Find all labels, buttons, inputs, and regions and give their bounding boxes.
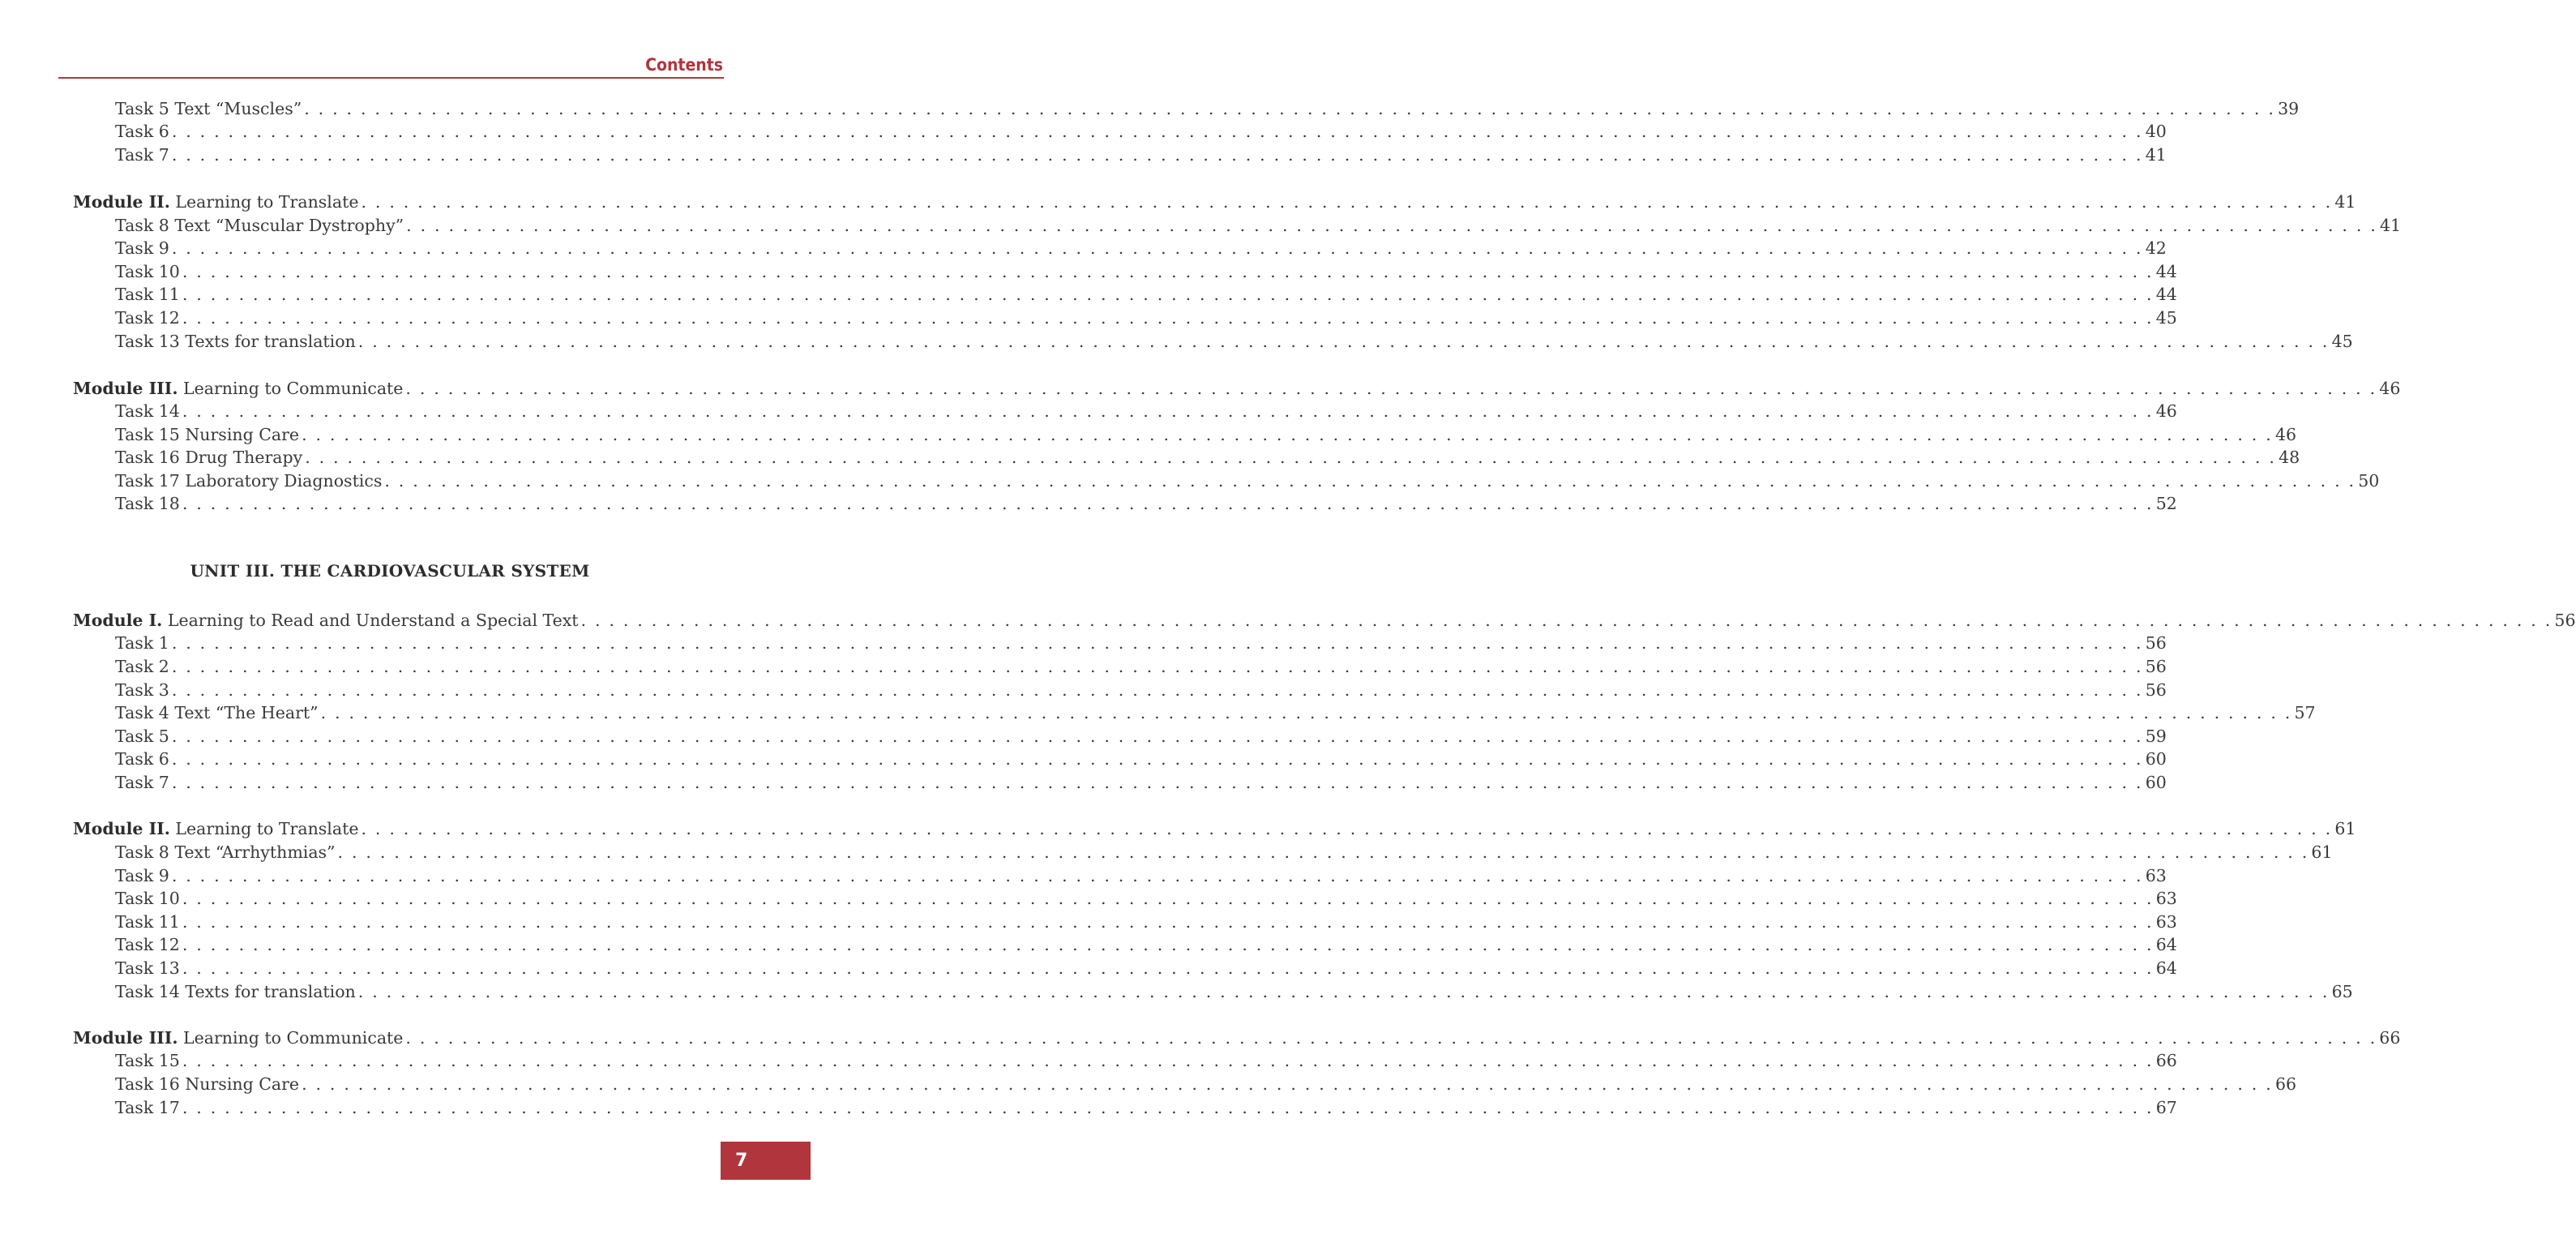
module-number: Module II. — [73, 192, 170, 212]
toc-entry-page: 67 — [2155, 1098, 2177, 1117]
toc-entry-page: 46 — [2155, 401, 2177, 421]
dot-leader: . . . . . . . . . . . . . . . . . . . . . . . . . . . . . . . . . . . . . . . . . . . . . . . . . . . . . . . . . . . . . . . . . . . . . . . . . . . . . . . . . . . . . . . . . . . . . . . . . . . . . . . . . . . . . . . . . . . . . . . . . . . . . . . . . . . . . . . . . . . . — [361, 192, 2333, 212]
toc-entry-label: Task 13 — [115, 958, 180, 978]
toc-module-entry — [73, 817, 2356, 840]
toc-task-entry — [115, 144, 2167, 166]
toc-module-entry — [73, 609, 2576, 632]
toc-entry-page: 52 — [2155, 494, 2177, 513]
toc-entry-label: Task 16 Nursing Care — [115, 1074, 300, 1094]
dot-leader: . . . . . . . . . . . . . . . . . . . . . . . . . . . . . . . . . . . . . . . . . . . . . . . . . . . . . . . . . . . . . . . . . . . . . . . . . . . . . . . . . . . . . . . . . . . . . . . . . . . . . . . . . . . . . . . . . . . . . . . . . . . . . . . . . . . . . . . . . . . . — [171, 727, 2143, 746]
toc-task-entry — [115, 1096, 2177, 1119]
toc-task-entry — [115, 701, 2316, 724]
toc-entry-label: Task 7 — [115, 145, 169, 165]
toc-entry-label: Task 4 Text “The Heart” — [115, 703, 319, 722]
toc-entry-page: 56 — [2554, 611, 2576, 630]
toc-entry-label: Task 14 — [115, 401, 180, 421]
toc-entry-page: 64 — [2155, 935, 2177, 954]
toc-entry-label: Task 11 — [115, 285, 180, 304]
toc-task-entry — [115, 655, 2167, 678]
toc-task-entry — [115, 423, 2297, 446]
toc-entry-page: 50 — [2358, 471, 2380, 491]
toc-entry-page: 66 — [2379, 1028, 2401, 1048]
dot-leader: . . . . . . . . . . . . . . . . . . . . . . . . . . . . . . . . . . . . . . . . . . . . . . . . . . . . . . . . . . . . . . . . . . . . . . . . . . . . . . . . . . . . . . . . . . . . . . . . . . . . . . . . . . . . . . . . . . . . . . . . . . . . . . . . . . . . . . . . . . . . — [357, 332, 2330, 351]
toc-entry-page: 40 — [2145, 122, 2167, 141]
module-number: Module III. — [73, 1028, 178, 1048]
toc-entry-label: Task 2 — [115, 657, 169, 676]
dot-leader: . . . . . . . . . . . . . . . . . . . . . . . . . . . . . . . . . . . . . . . . . . . . . . . . . . . . . . . . . . . . . . . . . . . . . . . . . . . . . . . . . . . . . . . . . . . . . . . . . . . . . . . . . . . . . . . . . . . . . . . . . . . . . . . . . . . . . . . . . . . . — [182, 958, 2154, 978]
toc-entry-label: Task 7 — [115, 773, 169, 792]
toc-task-entry — [115, 1073, 2297, 1095]
dot-leader: . . . . . . . . . . . . . . . . . . . . . . . . . . . . . . . . . . . . . . . . . . . . . . . . . . . . . . . . . . . . . . . . . . . . . . . . . . . . . . . . . . . . . . . . . . . . . . . . . . . . . . . . . . . . . . . . . . . . . . . . . . . . . . . . . . . . . . . . . . . . — [171, 657, 2143, 676]
toc-entry-page: 41 — [2334, 192, 2356, 212]
toc-entry-label: Task 8 Text “Arrhythmias” — [115, 842, 336, 862]
toc-entry-page: 46 — [2274, 425, 2297, 444]
toc-task-entry — [115, 283, 2177, 306]
toc-task-entry — [115, 748, 2167, 770]
dot-leader: . . . . . . . . . . . . . . . . . . . . . . . . . . . . . . . . . . . . . . . . . . . . . . . . . . . . . . . . . . . . . . . . . . . . . . . . . . . . . . . . . . . . . . . . . . . . . . . . . . . . . . . . . . . . . . . . . . . . . . . . . . . . . . . . . . . . . . . . . . . . — [182, 262, 2154, 281]
dot-leader: . . . . . . . . . . . . . . . . . . . . . . . . . . . . . . . . . . . . . . . . . . . . . . . . . . . . . . . . . . . . . . . . . . . . . . . . . . . . . . . . . . . . . . . . . . . . . . . . . . . . . . . . . . . . . . . . . . . . . . . . . . . . . . . . . . . . . . . . . . . . — [384, 471, 2356, 491]
toc-module-entry — [73, 1027, 2401, 1049]
dot-leader: . . . . . . . . . . . . . . . . . . . . . . . . . . . . . . . . . . . . . . . . . . . . . . . . . . . . . . . . . . . . . . . . . . . . . . . . . . . . . . . . . . . . . . . . . . . . . . . . . . . . . . . . . . . . . . . . . . . . . . . . . . . . . . . . . . . . . . . . . . . . — [182, 308, 2154, 328]
toc-entry-label: Task 15 — [115, 1051, 180, 1070]
toc-task-entry — [115, 214, 2402, 237]
dot-leader: . . . . . . . . . . . . . . . . . . . . . . . . . . . . . . . . . . . . . . . . . . . . . . . . . . . . . . . . . . . . . . . . . . . . . . . . . . . . . . . . . . . . . . . . . . . . . . . . . . . . . . . . . . . . . . . . . . . . . . . . . . . . . . . . . . . . . . . . . . . . — [302, 425, 2273, 444]
toc-entry-label: Learning to Communicate — [183, 379, 404, 398]
dot-leader: . . . . . . . . . . . . . . . . . . . . . . . . . . . . . . . . . . . . . . . . . . . . . . . . . . . . . . . . . . . . . . . . . . . . . . . . . . . . . . . . . . . . . . . . . . . . . . . . . . . . . . . . . . . . . . . . . . . . . . . . . . . . . . . . . . . . . . . . . . . . — [171, 680, 2143, 700]
dot-leader: . . . . . . . . . . . . . . . . . . . . . . . . . . . . . . . . . . . . . . . . . . . . . . . . . . . . . . . . . . . . . . . . . . . . . . . . . . . . . . . . . . . . . . . . . . . . . . . . . . . . . . . . . . . . . . . . . . . . . . . . . . . . . . . . . . . . . . . . . . . . — [171, 773, 2143, 792]
toc-entry-page: 63 — [2145, 866, 2167, 885]
dot-leader: . . . . . . . . . . . . . . . . . . . . . . . . . . . . . . . . . . . . . . . . . . . . . . . . . . . . . . . . . . . . . . . . . . . . . . . . . . . . . . . . . . . . . . . . . . . . . . . . . . . . . . . . . . . . . . . . . . . . . . . . . . . . . . . . . . . . . . . . . . . . — [182, 285, 2154, 304]
toc-task-entry — [115, 933, 2177, 956]
dot-leader: . . . . . . . . . . . . . . . . . . . . . . . . . . . . . . . . . . . . . . . . . . . . . . . . . . . . . . . . . . . . . . . . . . . . . . . . . . . . . . . . . . . . . . . . . . . . . . . . . . . . . . . . . . . . . . . . . . . . . . . . . . . . . . . . . . . . . . . . . . . . — [171, 145, 2143, 165]
dot-leader: . . . . . . . . . . . . . . . . . . . . . . . . . . . . . . . . . . . . . . . . . . . . . . . . . . . . . . . . . . . . . . . . . . . . . . . . . . . . . . . . . . . . . . . . . . . . . . . . . . . . . . . . . . . . . . . . . . . . . . . . . . . . . . . . . . . . . . . . . . . . — [171, 749, 2143, 769]
toc-entry-label: Task 5 Text “Muscles” — [115, 99, 302, 118]
toc-entry-page: 44 — [2155, 285, 2177, 304]
toc-entry-page: 64 — [2155, 958, 2177, 978]
toc-task-entry — [115, 841, 2333, 864]
toc-entry-page: 41 — [2145, 145, 2167, 165]
toc-entry-label: Learning to Read and Understand a Special Text — [167, 611, 579, 630]
toc-task-entry — [115, 957, 2177, 979]
toc-entry-label: Task 12 — [115, 935, 180, 954]
module-number: Module I. — [73, 611, 163, 630]
toc-task-entry — [115, 864, 2167, 887]
toc-entry-label: Task 1 — [115, 633, 169, 653]
toc-module-entry — [73, 191, 2356, 213]
toc-entry-page: 39 — [2278, 99, 2300, 118]
toc-entry-page: 65 — [2331, 982, 2353, 1001]
toc-task-entry — [115, 330, 2353, 353]
toc-entry-label: Task 9 — [115, 866, 169, 885]
toc-entry-label: Task 3 — [115, 680, 169, 700]
toc-entry-page: 56 — [2145, 680, 2167, 700]
toc-task-entry — [115, 306, 2177, 329]
toc-entry-label: Task 5 — [115, 727, 169, 746]
toc-entry-page: 66 — [2274, 1074, 2297, 1094]
toc-task-entry — [115, 887, 2177, 910]
toc-task-entry — [115, 469, 2380, 492]
dot-leader: . . . . . . . . . . . . . . . . . . . . . . . . . . . . . . . . . . . . . . . . . . . . . . . . . . . . . . . . . . . . . . . . . . . . . . . . . . . . . . . . . . . . . . . . . . . . . . . . . . . . . . . . . . . . . . . . . . . . . . . . . . . . . . . . . . . . . . . . . . . . — [171, 866, 2143, 885]
toc-entry-page: 61 — [2334, 819, 2356, 838]
toc-entry-label: Task 6 — [115, 749, 169, 769]
toc-task-entry — [115, 771, 2167, 794]
dot-leader: . . . . . . . . . . . . . . . . . . . . . . . . . . . . . . . . . . . . . . . . . . . . . . . . . . . . . . . . . . . . . . . . . . . . . . . . . . . . . . . . . . . . . . . . . . . . . . . . . . . . . . . . . . . . . . . . . . . . . . . . . . . . . . . . . . . . . . . . . . . . — [171, 122, 2143, 141]
toc-entry-page: 44 — [2155, 262, 2177, 281]
toc-task-entry — [115, 446, 2300, 469]
toc-entry-page: 59 — [2145, 727, 2167, 746]
toc-entry-label: Task 17 — [115, 1098, 180, 1117]
toc-task-entry — [115, 980, 2353, 1003]
dot-leader: . . . . . . . . . . . . . . . . . . . . . . . . . . . . . . . . . . . . . . . . . . . . . . . . . . . . . . . . . . . . . . . . . . . . . . . . . . . . . . . . . . . . . . . . . . . . . . . . . . . . . . . . . . . . . . . . . . . . . . . . . . . . . . . . . . . . . . . . . . . . — [405, 1028, 2377, 1048]
toc-module-entry — [73, 377, 2401, 400]
toc-entry-label: Task 12 — [115, 308, 180, 328]
dot-leader: . . . . . . . . . . . . . . . . . . . . . . . . . . . . . . . . . . . . . . . . . . . . . . . . . . . . . . . . . . . . . . . . . . . . . . . . . . . . . . . . . . . . . . . . . . . . . . . . . . . . . . . . . . . . . . . . . . . . . . . . . . . . . . . . . . . . . . . . . . . . — [182, 494, 2154, 513]
toc-entry-label: Learning to Communicate — [183, 1028, 404, 1048]
toc-entry-page: 63 — [2155, 912, 2177, 932]
toc-entry-label: Learning to Translate — [175, 192, 359, 212]
toc-entry-page: 60 — [2145, 749, 2167, 769]
running-header-title: Contents — [645, 55, 723, 75]
dot-leader: . . . . . . . . . . . . . . . . . . . . . . . . . . . . . . . . . . . . . . . . . . . . . . . . . . . . . . . . . . . . . . . . . . . . . . . . . . . . . . . . . . . . . . . . . . . . . . . . . . . . . . . . . . . . . . . . . . . . . . . . . . . . . . . . . . . . . . . . . . . . — [182, 1051, 2154, 1070]
dot-leader: . . . . . . . . . . . . . . . . . . . . . . . . . . . . . . . . . . . . . . . . . . . . . . . . . . . . . . . . . . . . . . . . . . . . . . . . . . . . . . . . . . . . . . . . . . . . . . . . . . . . . . . . . . . . . . . . . . . . . . . . . . . . . . . . . . . . . . . . . . . . — [182, 889, 2154, 908]
toc-entry-label: Task 8 Text “Muscular Dystrophy” — [115, 216, 404, 235]
toc-entry-label: Task 14 Texts for translation — [115, 982, 356, 1001]
toc-task-entry — [115, 237, 2167, 259]
toc-entry-page: 60 — [2145, 773, 2167, 792]
dot-leader: . . . . . . . . . . . . . . . . . . . . . . . . . . . . . . . . . . . . . . . . . . . . . . . . . . . . . . . . . . . . . . . . . . . . . . . . . . . . . . . . . . . . . . . . . . . . . . . . . . . . . . . . . . . . . . . . . . . . . . . . . . . . . . . . . . . . . . . . . . . . — [320, 703, 2292, 722]
module-number: Module II. — [73, 819, 170, 838]
toc-task-entry — [115, 632, 2167, 654]
dot-leader: . . . . . . . . . . . . . . . . . . . . . . . . . . . . . . . . . . . . . . . . . . . . . . . . . . . . . . . . . . . . . . . . . . . . . . . . . . . . . . . . . . . . . . . . . . . . . . . . . . . . . . . . . . . . . . . . . . . . . . . . . . . . . . . . . . . . . . . . . . . . — [182, 912, 2154, 932]
toc-task-entry — [115, 97, 2300, 120]
toc-entry-label: Task 17 Laboratory Diagnostics — [115, 471, 383, 491]
toc-entry-label: Task 6 — [115, 122, 169, 141]
toc-entry-label: Task 9 — [115, 238, 169, 258]
toc-entry-page: 42 — [2145, 238, 2167, 258]
dot-leader: . . . . . . . . . . . . . . . . . . . . . . . . . . . . . . . . . . . . . . . . . . . . . . . . . . . . . . . . . . . . . . . . . . . . . . . . . . . . . . . . . . . . . . . . . . . . . . . . . . . . . . . . . . . . . . . . . . . . . . . . . . . . . . . . . . . . . . . . . . . . — [182, 401, 2154, 421]
toc-entry-page: 66 — [2155, 1051, 2177, 1070]
dot-leader: . . . . . . . . . . . . . . . . . . . . . . . . . . . . . . . . . . . . . . . . . . . . . . . . . . . . . . . . . . . . . . . . . . . . . . . . . . . . . . . . . . . . . . . . . . . . . . . . . . . . . . . . . . . . . . . . . . . . . . . . . . . . . . . . . . . . . . . . . . . . — [171, 633, 2143, 653]
toc-entry-page: 46 — [2379, 379, 2401, 398]
toc-entry-page: 61 — [2311, 842, 2333, 862]
toc-task-entry — [115, 260, 2177, 283]
toc-entry-label: Learning to Translate — [175, 819, 359, 838]
toc-task-entry — [115, 400, 2177, 422]
dot-leader: . . . . . . . . . . . . . . . . . . . . . . . . . . . . . . . . . . . . . . . . . . . . . . . . . . . . . . . . . . . . . . . . . . . . . . . . . . . . . . . . . . . . . . . . . . . . . . . . . . . . . . . . . . . . . . . . . . . . . . . . . . . . . . . . . . . . . . . . . . . . — [361, 819, 2333, 838]
toc-task-entry — [115, 120, 2167, 143]
toc-task-entry — [115, 911, 2177, 933]
toc-entry-page: 48 — [2279, 448, 2300, 467]
page-number-tab: 7 — [721, 1142, 811, 1180]
toc-entry-label: Task 16 Drug Therapy — [115, 448, 303, 467]
dot-leader: . . . . . . . . . . . . . . . . . . . . . . . . . . . . . . . . . . . . . . . . . . . . . . . . . . . . . . . . . . . . . . . . . . . . . . . . . . . . . . . . . . . . . . . . . . . . . . . . . . . . . . . . . . . . . . . . . . . . . . . . . . . . . . . . . . . . . . . . . . . . — [357, 982, 2330, 1001]
toc-entry-page: 56 — [2145, 633, 2167, 653]
toc-entry-label: Task 13 Texts for translation — [115, 332, 356, 351]
toc-task-entry — [115, 492, 2177, 515]
dot-leader: . . . . . . . . . . . . . . . . . . . . . . . . . . . . . . . . . . . . . . . . . . . . . . . . . . . . . . . . . . . . . . . . . . . . . . . . . . . . . . . . . . . . . . . . . . . . . . . . . . . . . . . . . . . . . . . . . . . . . . . . . . . . . . . . . . . . . . . . . . . . — [580, 611, 2552, 630]
toc-entry-label: Task 10 — [115, 262, 180, 281]
dot-leader: . . . . . . . . . . . . . . . . . . . . . . . . . . . . . . . . . . . . . . . . . . . . . . . . . . . . . . . . . . . . . . . . . . . . . . . . . . . . . . . . . . . . . . . . . . . . . . . . . . . . . . . . . . . . . . . . . . . . . . . . . . . . . . . . . . . . . . . . . . . . — [182, 1098, 2154, 1117]
dot-leader: . . . . . . . . . . . . . . . . . . . . . . . . . . . . . . . . . . . . . . . . . . . . . . . . . . . . . . . . . . . . . . . . . . . . . . . . . . . . . . . . . . . . . . . . . . . . . . . . . . . . . . . . . . . . . . . . . . . . . . . . . . . . . . . . . . . . . . . . . . . . — [406, 216, 2378, 235]
dot-leader: . . . . . . . . . . . . . . . . . . . . . . . . . . . . . . . . . . . . . . . . . . . . . . . . . . . . . . . . . . . . . . . . . . . . . . . . . . . . . . . . . . . . . . . . . . . . . . . . . . . . . . . . . . . . . . . . . . . . . . . . . . . . . . . . . . . . . . . . . . . . — [305, 448, 2277, 467]
dot-leader: . . . . . . . . . . . . . . . . . . . . . . . . . . . . . . . . . . . . . . . . . . . . . . . . . . . . . . . . . . . . . . . . . . . . . . . . . . . . . . . . . . . . . . . . . . . . . . . . . . . . . . . . . . . . . . . . . . . . . . . . . . . . . . . . . . . . . . . . . . . . — [302, 1074, 2273, 1094]
dot-leader: . . . . . . . . . . . . . . . . . . . . . . . . . . . . . . . . . . . . . . . . . . . . . . . . . . . . . . . . . . . . . . . . . . . . . . . . . . . . . . . . . . . . . . . . . . . . . . . . . . . . . . . . . . . . . . . . . . . . . . . . . . . . . . . . . . . . . . . . . . . . — [182, 935, 2154, 954]
toc-entry-page: 45 — [2331, 332, 2353, 351]
toc-entry-label: Task 15 Nursing Care — [115, 425, 300, 444]
dot-leader: . . . . . . . . . . . . . . . . . . . . . . . . . . . . . . . . . . . . . . . . . . . . . . . . . . . . . . . . . . . . . . . . . . . . . . . . . . . . . . . . . . . . . . . . . . . . . . . . . . . . . . . . . . . . . . . . . . . . . . . . . . . . . . . . . . . . . . . . . . . . — [405, 379, 2377, 398]
toc-entry-page: 56 — [2145, 657, 2167, 676]
toc-entry-page: 57 — [2294, 703, 2316, 722]
toc-entry-page: 63 — [2155, 889, 2177, 908]
toc-entry-label: Task 18 — [115, 494, 180, 513]
toc-entry-label: Task 10 — [115, 889, 180, 908]
toc-entry-page: 41 — [2380, 216, 2402, 235]
toc-task-entry — [115, 679, 2167, 701]
toc-entry-label: Task 11 — [115, 912, 180, 932]
dot-leader: . . . . . . . . . . . . . . . . . . . . . . . . . . . . . . . . . . . . . . . . . . . . . . . . . . . . . . . . . . . . . . . . . . . . . . . . . . . . . . . . . . . . . . . . . . . . . . . . . . . . . . . . . . . . . . . . . . . . . . . . . . . . . . . . . . . . . . . . . . . . — [337, 842, 2309, 862]
toc-task-entry — [115, 1049, 2177, 1072]
module-number: Module III. — [73, 379, 178, 398]
toc-task-entry — [115, 725, 2167, 748]
dot-leader: . . . . . . . . . . . . . . . . . . . . . . . . . . . . . . . . . . . . . . . . . . . . . . . . . . . . . . . . . . . . . . . . . . . . . . . . . . . . . . . . . . . . . . . . . . . . . . . . . . . . . . . . . . . . . . . . . . . . . . . . . . . . . . . . . . . . . . . . . . . . — [171, 238, 2143, 258]
dot-leader: . . . . . . . . . . . . . . . . . . . . . . . . . . . . . . . . . . . . . . . . . . . . . . . . . . . . . . . . . . . . . . . . . . . . . . . . . . . . . . . . . . . . . . . . . . . . . . . . . . . . . . . . . . . . . . . . . . . . . . . . . . . . . . . . . . . . . . . . . . . . — [304, 99, 2276, 118]
toc-entry-page: 45 — [2155, 308, 2177, 328]
unit-heading: UNIT III. THE CARDIOVASCULAR SYSTEM — [190, 561, 590, 581]
